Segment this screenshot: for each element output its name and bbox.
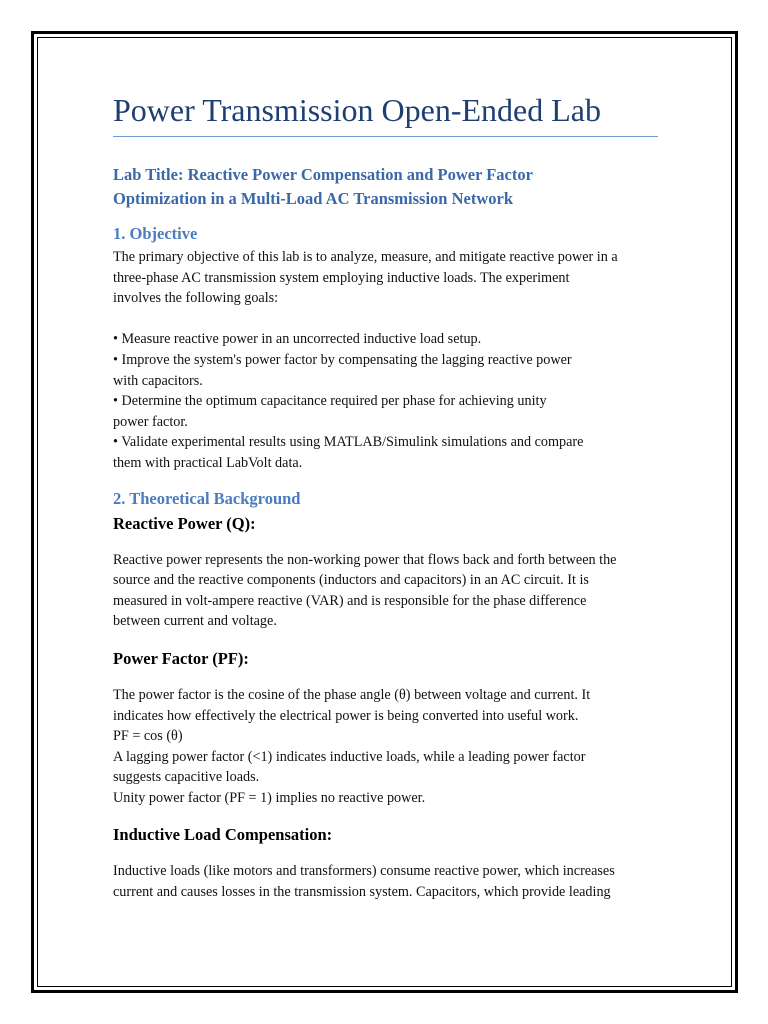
lab-title-line-1: Lab Title: Reactive Power Compensation and Power Factor [113,165,533,184]
goal-line: them with practical LabVolt data. [113,454,303,471]
text-line: suggests capacitive loads. [113,769,260,786]
goal-line: • Measure reactive power in an uncorrected inductive load setup. [113,331,482,348]
objective-heading: 1. Objective [113,224,198,243]
text-line: measured in volt-ampere reactive (VAR) and is responsible for the phase difference [113,592,587,609]
text-line: Reactive power represents the non-working power that flows back and forth between the [113,551,617,568]
power-factor-text [113,685,658,809]
goal-line: • Validate experimental results using MATLAB/Simulink simulations and compare [113,434,584,451]
reactive-power-heading: Reactive Power (Q): [113,513,256,533]
goal-line: power factor. [113,413,188,430]
background-heading: 2. Theoretical Background [113,488,301,508]
objective-intro-line: The primary objective of this lab is to analyze, measure, and mitigate reactive power in a [113,249,618,265]
text-line: indicates how effectively the electrical power is being converted into useful work. [113,707,579,724]
text-line: A lagging power factor (<1) indicates inductive loads, while a leading power factor [113,748,586,765]
document-title: Power Transmission Open-Ended Lab [113,88,658,137]
power-factor-heading: Power Factor (PF): [113,648,249,668]
lab-title [113,163,658,211]
text-line: source and the reactive components (inductors and capacitors) in an AC circuit. It is [113,572,589,589]
goal-line: • Determine the optimum capacitance required per phase for achieving unity [113,393,547,410]
inductive-load-heading: Inductive Load Compensation: [113,825,333,845]
reactive-power-text [113,550,658,632]
lab-title-line-2: Optimization in a Multi-Load AC Transmission Network [113,189,514,208]
objective-intro-line: three-phase AC transmission system employing inductive loads. The experiment [113,269,570,286]
formula-line: PF = cos (θ) [113,728,183,745]
text-line: The power factor is the cosine of the phase angle (θ) between voltage and current. It [113,686,591,703]
goal-line: • Improve the system's power factor by compensating the lagging reactive power [113,351,572,368]
goal-line: with capacitors. [113,372,203,389]
text-line: between current and voltage. [113,613,277,630]
text-line: Inductive loads (like motors and transformers) consume reactive power, which increases [113,863,615,880]
inductive-load-text [113,861,658,902]
text-line: current and causes losses in the transmission system. Capacitors, which provide leading [113,884,611,901]
objective-intro [113,247,658,309]
objective-intro-line: involves the following goals: [113,290,279,307]
document-content [113,88,658,903]
objective-goals-list [113,329,658,473]
text-line: Unity power factor (PF = 1) implies no reactive power. [113,789,426,806]
